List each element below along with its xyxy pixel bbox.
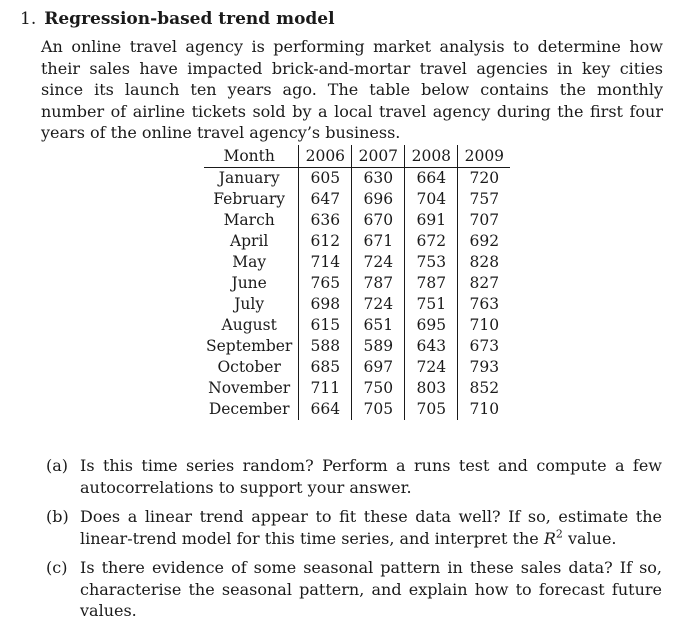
value-cell: 724 xyxy=(405,357,458,378)
value-cell: 589 xyxy=(352,336,405,357)
table-row xyxy=(204,231,510,252)
r-squared-exponent: 2 xyxy=(555,527,563,541)
month-cell: October xyxy=(217,358,281,376)
question-text: Is there evidence of some seasonal pattern in these sales data? If so, characterise the seasonal pattern, and explain how to forecast future values. xyxy=(80,558,662,620)
value-cell: 664 xyxy=(405,168,458,190)
value-cell: 672 xyxy=(405,231,458,252)
table-row xyxy=(204,399,510,420)
question-c xyxy=(46,557,662,622)
table-row xyxy=(204,315,510,336)
value-cell: 615 xyxy=(299,315,352,336)
month-cell: August xyxy=(221,316,277,334)
table-row xyxy=(204,168,510,190)
header-2008: 2008 xyxy=(405,145,458,168)
table-row xyxy=(204,294,510,315)
value-cell: 707 xyxy=(458,210,511,231)
value-cell: 714 xyxy=(299,252,352,273)
value-cell: 711 xyxy=(299,378,352,399)
ticket-sales-table xyxy=(204,145,510,420)
value-cell: 753 xyxy=(405,252,458,273)
value-cell: 793 xyxy=(458,357,511,378)
value-cell: 670 xyxy=(352,210,405,231)
value-cell: 636 xyxy=(299,210,352,231)
value-cell: 705 xyxy=(405,399,458,420)
table-row xyxy=(204,252,510,273)
value-cell: 695 xyxy=(405,315,458,336)
value-cell: 750 xyxy=(352,378,405,399)
value-cell: 827 xyxy=(458,273,511,294)
question-label: (c) xyxy=(46,558,68,577)
value-cell: 724 xyxy=(352,252,405,273)
month-cell: September xyxy=(206,337,293,355)
value-cell: 705 xyxy=(352,399,405,420)
table-header-row xyxy=(204,145,510,168)
value-cell: 828 xyxy=(458,252,511,273)
table-row xyxy=(204,210,510,231)
value-cell: 698 xyxy=(299,294,352,315)
value-cell: 710 xyxy=(458,315,511,336)
question-b xyxy=(46,506,662,549)
value-cell: 696 xyxy=(352,189,405,210)
question-text: Is this time series random? Perform a runs test and compute a few autocorrelations to support your answer. xyxy=(80,456,662,497)
value-cell: 673 xyxy=(458,336,511,357)
month-cell: January xyxy=(218,169,280,187)
question-text-part: value. xyxy=(562,528,617,548)
value-cell: 704 xyxy=(405,189,458,210)
month-cell: December xyxy=(208,400,290,418)
question-text-part: Does a linear trend appear to fit these data well? If so, estimate the linear-trend model for this time series, and interpret the xyxy=(80,507,662,548)
value-cell: 630 xyxy=(352,168,405,190)
value-cell: 643 xyxy=(405,336,458,357)
table-row xyxy=(204,378,510,399)
value-cell: 664 xyxy=(299,399,352,420)
value-cell: 765 xyxy=(299,273,352,294)
value-cell: 612 xyxy=(299,231,352,252)
header-2007: 2007 xyxy=(352,145,405,168)
table-row xyxy=(204,357,510,378)
question-a xyxy=(46,455,662,498)
value-cell: 647 xyxy=(299,189,352,210)
question-label: (a) xyxy=(46,456,69,475)
value-cell: 710 xyxy=(458,399,511,420)
month-cell: March xyxy=(223,211,275,229)
problem-number: 1. xyxy=(20,9,37,29)
table-row xyxy=(204,273,510,294)
month-cell: May xyxy=(232,253,267,271)
month-cell: April xyxy=(229,232,269,250)
value-cell: 720 xyxy=(458,168,511,190)
header-month: Month xyxy=(204,145,299,168)
month-cell: June xyxy=(231,274,267,292)
question-label: (b) xyxy=(46,507,69,526)
value-cell: 757 xyxy=(458,189,511,210)
problem-intro: An online travel agency is performing market analysis to determine how their sales have impacted brick-and-mortar travel agencies in key cities since its launch ten years ago. The table below contains the monthly number of airline tickets sold by a local travel agency during the first four years of the online travel agency’s business. xyxy=(41,37,663,142)
value-cell: 763 xyxy=(458,294,511,315)
value-cell: 787 xyxy=(352,273,405,294)
value-cell: 692 xyxy=(458,231,511,252)
value-cell: 671 xyxy=(352,231,405,252)
question-list xyxy=(46,455,662,630)
table-row xyxy=(204,189,510,210)
value-cell: 691 xyxy=(405,210,458,231)
value-cell: 751 xyxy=(405,294,458,315)
value-cell: 588 xyxy=(299,336,352,357)
value-cell: 852 xyxy=(458,378,511,399)
value-cell: 697 xyxy=(352,357,405,378)
r-squared-symbol: R xyxy=(543,528,556,548)
value-cell: 605 xyxy=(299,168,352,190)
value-cell: 724 xyxy=(352,294,405,315)
value-cell: 787 xyxy=(405,273,458,294)
header-2006: 2006 xyxy=(299,145,352,168)
table-row xyxy=(204,336,510,357)
value-cell: 803 xyxy=(405,378,458,399)
header-2009: 2009 xyxy=(458,145,511,168)
value-cell: 685 xyxy=(299,357,352,378)
value-cell: 651 xyxy=(352,315,405,336)
month-cell: November xyxy=(208,379,291,397)
problem-title: Regression-based trend model xyxy=(44,9,335,29)
month-cell: July xyxy=(234,295,265,313)
problem-heading xyxy=(20,8,335,30)
question-text xyxy=(80,506,662,549)
month-cell: February xyxy=(213,190,286,208)
